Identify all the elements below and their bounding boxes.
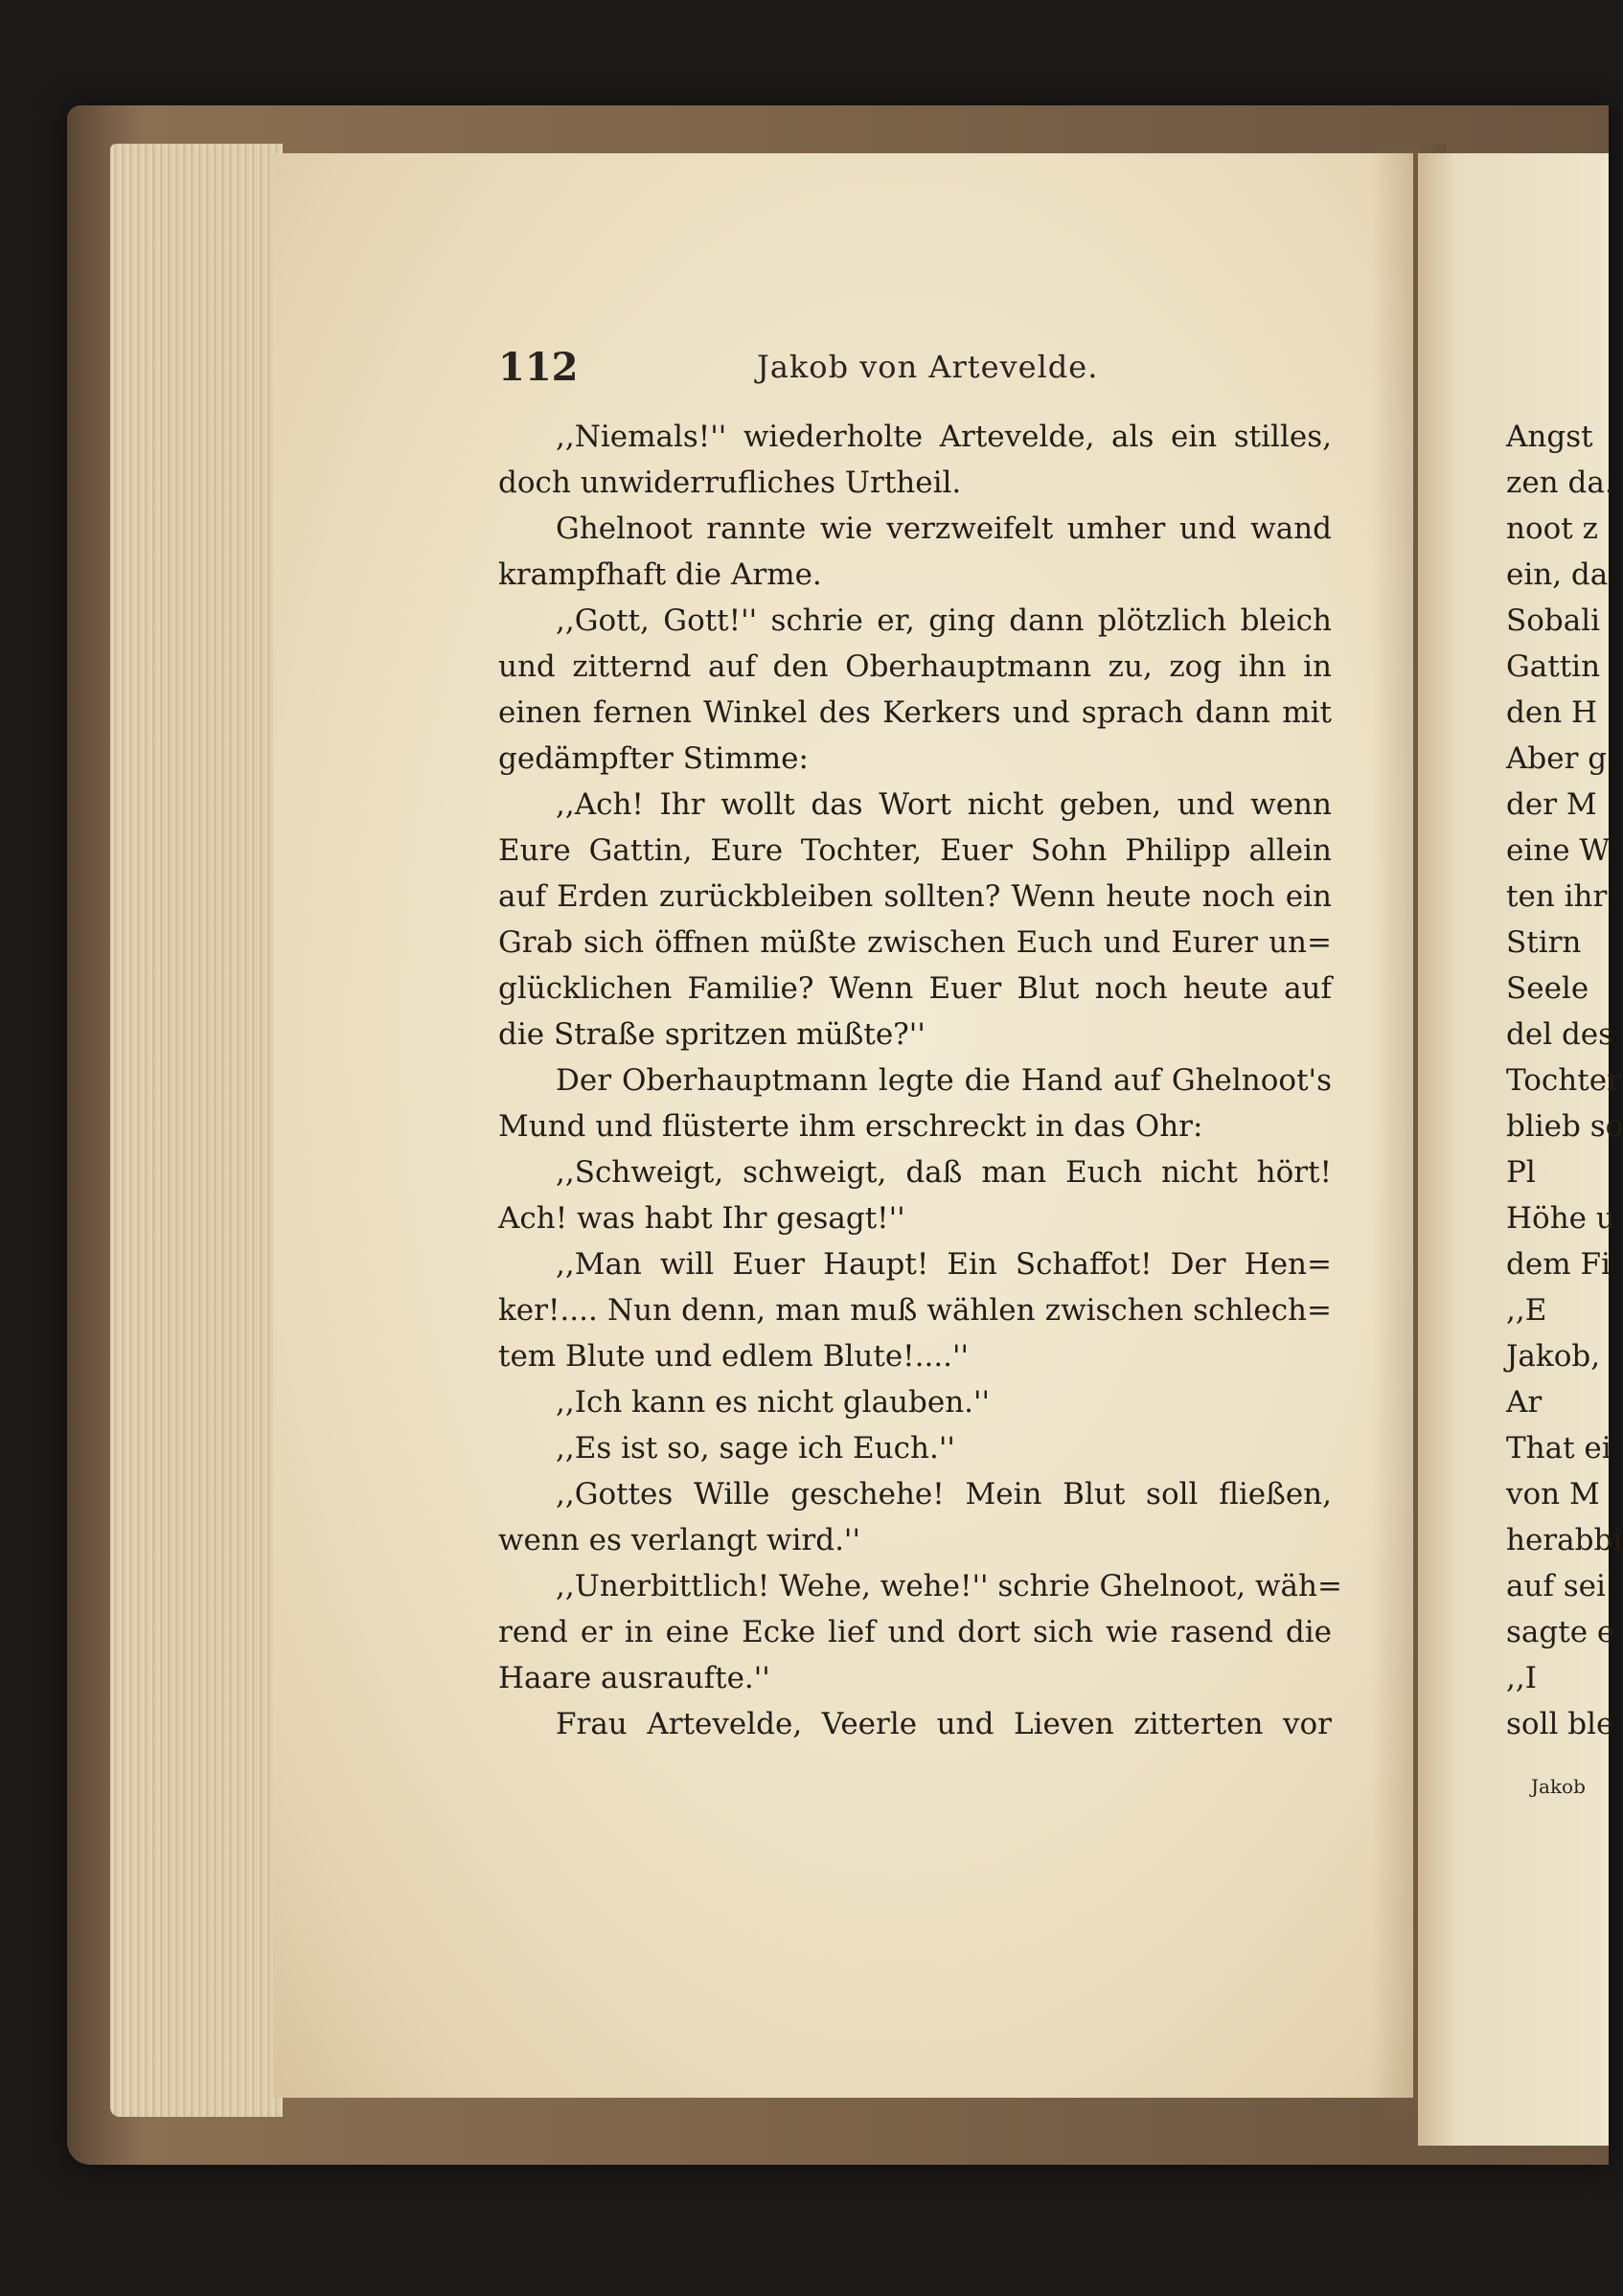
right-text-line: ,,I <box>1506 1661 1537 1695</box>
right-text-line: Ar <box>1506 1385 1543 1420</box>
text-line: ,,Es ist so, sage ich Euch.'' <box>556 1431 955 1466</box>
text-line: Ghelnoot rannte wie verzweifelt umher und wand <box>556 511 1332 546</box>
text-line: Der Oberhauptmann legte die Hand auf Ghelnoot's <box>556 1063 1332 1098</box>
right-text-line: Pl <box>1506 1155 1536 1190</box>
page-edges <box>110 144 283 2117</box>
right-text-line: Sobali <box>1506 603 1601 638</box>
text-line: auf Erden zurückbleiben sollten? Wenn heute noch ein <box>498 879 1332 914</box>
running-title: Jakob von Artevelde. <box>757 349 1099 385</box>
text-line: Haare ausraufte.'' <box>498 1661 770 1695</box>
right-text-line: zen da. <box>1506 466 1614 500</box>
right-text-line: Gattin <box>1506 649 1601 684</box>
text-line: doch unwiderrufliches Urtheil. <box>498 466 962 500</box>
text-line: Mund und flüsterte ihm erschreckt in das Ohr: <box>498 1109 1203 1144</box>
right-text-line: sagte e <box>1506 1615 1615 1649</box>
text-line: und zitternd auf den Oberhauptmann zu, zog ihn in <box>498 649 1332 684</box>
right-text-line: Angst <box>1506 420 1593 454</box>
text-line: tem Blute und edlem Blute!....'' <box>498 1339 970 1374</box>
page-number: 112 <box>498 345 579 390</box>
text-line: krampfhaft die Arme. <box>498 557 822 592</box>
left-page-text <box>498 414 1342 1747</box>
right-text-line: eine W <box>1506 833 1611 868</box>
right-page-text <box>1506 414 1623 1747</box>
text-line: die Straße spritzen müßte?'' <box>498 1017 926 1052</box>
text-line: ,,Gott, Gott!'' schrie er, ging dann plötzlich bleich <box>556 603 1332 638</box>
right-text-line: del des <box>1506 1017 1614 1052</box>
text-line: ,,Man will Euer Haupt! Ein Schaffot! Der Hen= <box>556 1247 1332 1282</box>
text-line: Eure Gattin, Eure Tochter, Euer Sohn Philipp allein <box>498 833 1332 868</box>
text-line: ,,Schweigt, schweigt, daß man Euch nicht hört! <box>556 1155 1332 1190</box>
text-line: Frau Artevelde, Veerle und Lieven zitterten vor <box>556 1707 1332 1741</box>
text-line: ,,Gottes Wille geschehe! Mein Blut soll fließen, <box>556 1477 1332 1512</box>
right-text-line: soll ble <box>1506 1707 1614 1741</box>
text-line: wenn es verlangt wird.'' <box>498 1523 860 1557</box>
right-text-line: dem Fi <box>1506 1247 1611 1282</box>
right-text-line: ten ihr <box>1506 879 1608 914</box>
right-text-line: von M <box>1506 1477 1600 1512</box>
text-line: gedämpfter Stimme: <box>498 741 809 776</box>
text-line: rend er in eine Ecke lief und dort sich wie rasend die <box>498 1615 1332 1649</box>
page-header <box>498 345 1332 393</box>
text-line: Grab sich öffnen müßte zwischen Euch und Eurer un= <box>498 925 1332 960</box>
right-text-line: Aber g <box>1506 741 1608 776</box>
text-line: einen fernen Winkel des Kerkers und sprach dann mit <box>498 695 1332 730</box>
right-text-line: Seele <box>1506 971 1589 1006</box>
right-text-line: der M <box>1506 787 1597 822</box>
right-text-line: Höhe u <box>1506 1201 1615 1236</box>
text-line: glücklichen Familie? Wenn Euer Blut noch heute auf <box>498 971 1332 1006</box>
right-text-line: noot z <box>1506 511 1598 546</box>
right-text-line: auf sei <box>1506 1569 1606 1603</box>
text-line: ker!.... Nun denn, man muß wählen zwischen schlech= <box>498 1293 1332 1328</box>
right-text-line: Jakob, <box>1506 1339 1601 1374</box>
right-text-line: Stirn <box>1506 925 1582 960</box>
right-text-line: That ei <box>1506 1431 1612 1466</box>
text-line: ,,Unerbittlich! Wehe, wehe!'' schrie Ghelnoot, wäh= <box>556 1569 1342 1603</box>
right-text-line: herabbi <box>1506 1523 1623 1557</box>
right-text-line: ein, da <box>1506 557 1609 592</box>
right-text-line: Tochter <box>1506 1063 1621 1098</box>
right-text-line: den H <box>1506 695 1598 730</box>
right-page-footer: Jakob <box>1531 1775 1586 1798</box>
right-text-line: blieb so <box>1506 1109 1623 1144</box>
text-line: ,,Ich kann es nicht glauben.'' <box>556 1385 991 1420</box>
right-text-line: ,,E <box>1506 1293 1547 1328</box>
text-line: Ach! was habt Ihr gesagt!'' <box>498 1201 905 1236</box>
text-line: ,,Ach! Ihr wollt das Wort nicht geben, und wenn <box>556 787 1332 822</box>
text-line: ,,Niemals!'' wiederholte Artevelde, als ein stilles, <box>556 420 1332 454</box>
